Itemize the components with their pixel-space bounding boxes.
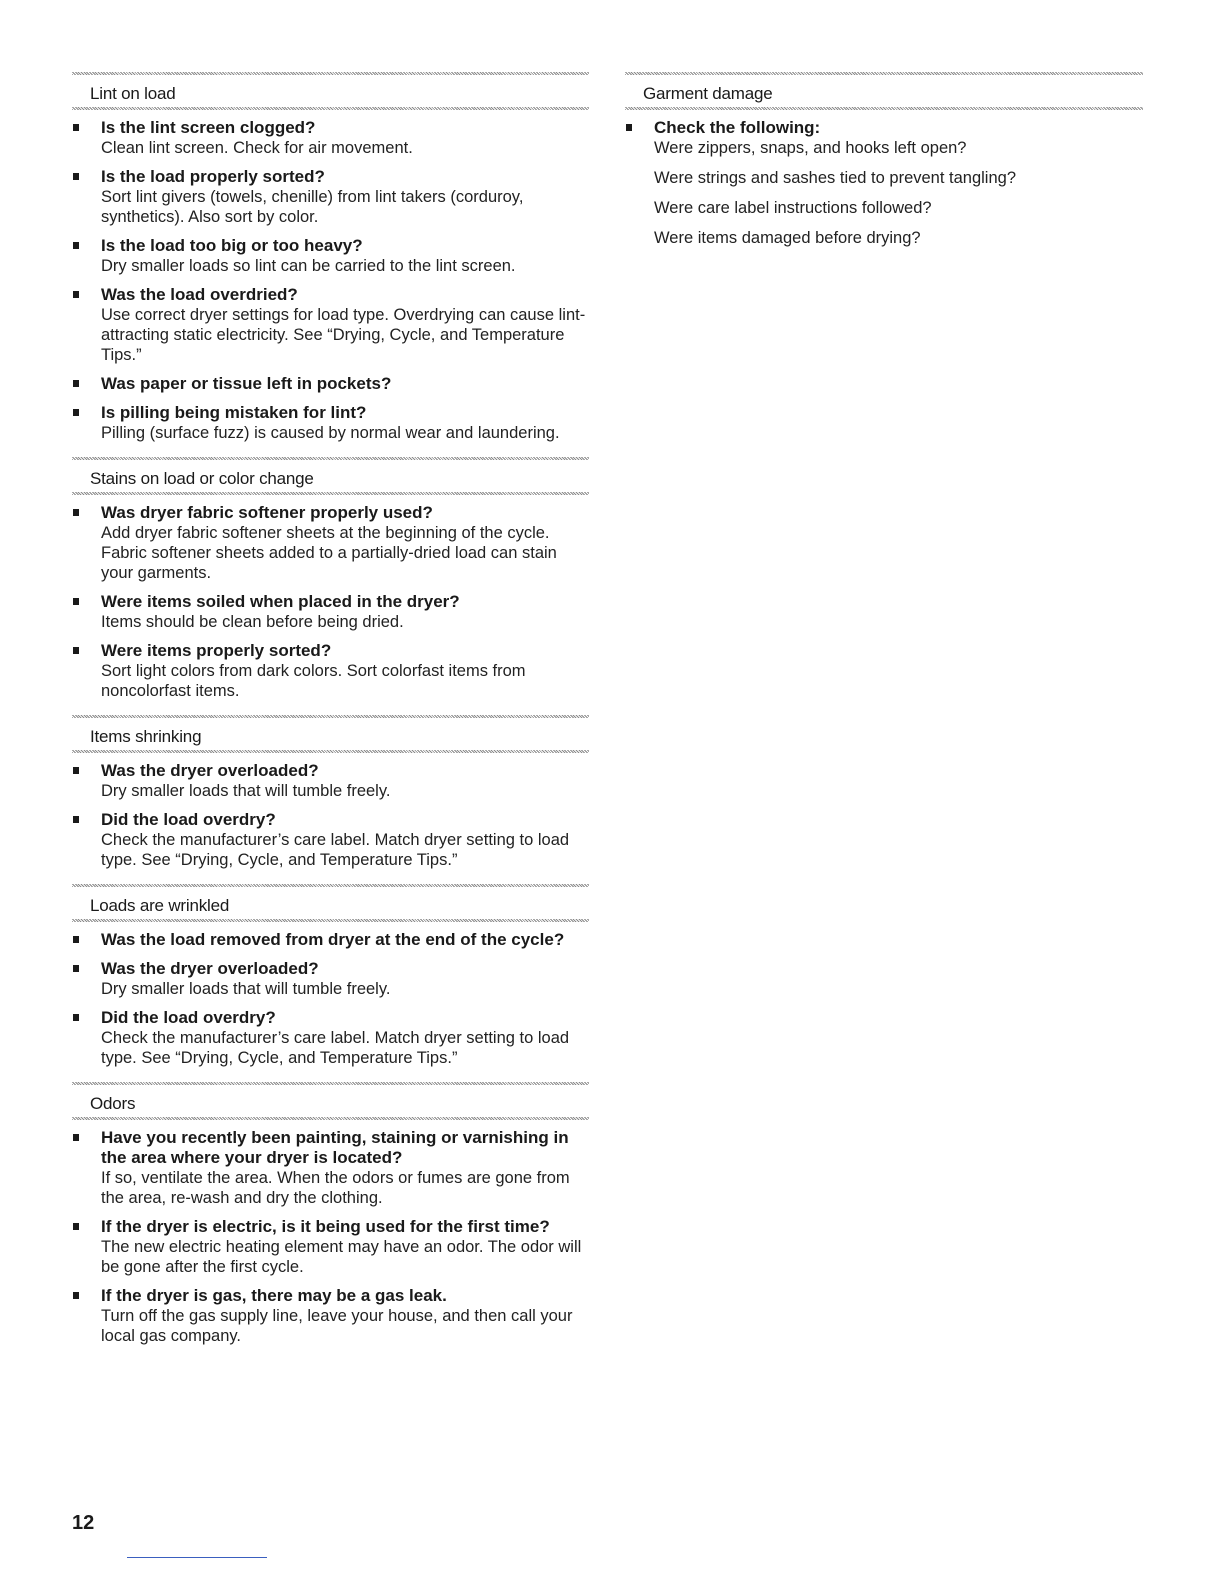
square-bullet-icon bbox=[73, 124, 79, 131]
list-item bbox=[72, 1286, 589, 1346]
section-loads-wrinkled bbox=[72, 884, 589, 1068]
right-column bbox=[625, 72, 1143, 262]
answer-text: If so, ventilate the area. When the odors or fumes are gone from the area, re-wash and dry the clothing. bbox=[101, 1169, 570, 1207]
answer-text: The new electric heating element may have an odor. The odor will be gone after the first cycle. bbox=[101, 1238, 582, 1276]
square-bullet-icon bbox=[73, 647, 79, 654]
page-number: 12 bbox=[72, 1512, 95, 1534]
answer-text: Sort light colors from dark colors. Sort colorfast items from noncolorfast items. bbox=[101, 662, 526, 700]
question-list bbox=[72, 118, 589, 443]
question-text: Did the load overdry? bbox=[101, 810, 276, 829]
answer-text: Check the manufacturer’s care label. Match dryer setting to load type. See “Drying, Cycle, and Temperature Tips.” bbox=[101, 1029, 570, 1067]
square-bullet-icon bbox=[626, 124, 632, 131]
question-text: Was the dryer overloaded? bbox=[101, 761, 319, 780]
answer-text: Check the manufacturer’s care label. Match dryer setting to load type. See “Drying, Cycle, and Temperature Tips.” bbox=[101, 831, 570, 869]
question-text: Is the load properly sorted? bbox=[101, 167, 325, 186]
list-item bbox=[72, 1128, 589, 1208]
section-garment-damage bbox=[625, 72, 1143, 248]
list-item bbox=[72, 236, 589, 276]
list-item bbox=[72, 403, 589, 443]
left-column bbox=[72, 72, 589, 1360]
list-item bbox=[72, 503, 589, 583]
question-text: Is the lint screen clogged? bbox=[101, 118, 316, 137]
square-bullet-icon bbox=[73, 767, 79, 774]
question-list bbox=[625, 118, 1143, 248]
answer-text: Dry smaller loads that will tumble freely. bbox=[101, 980, 391, 998]
square-bullet-icon bbox=[73, 242, 79, 249]
square-bullet-icon bbox=[73, 936, 79, 943]
question-text: Were items soiled when placed in the dryer? bbox=[101, 592, 460, 611]
square-bullet-icon bbox=[73, 1223, 79, 1230]
section-items-shrinking bbox=[72, 715, 589, 870]
question-text: Were items properly sorted? bbox=[101, 641, 332, 660]
list-item bbox=[72, 118, 589, 158]
question-text: Was the dryer overloaded? bbox=[101, 959, 319, 978]
checklist-line: Were care label instructions followed? bbox=[654, 199, 932, 217]
section-heading: Stains on load or color change bbox=[72, 457, 589, 495]
answer-text: Dry smaller loads so lint can be carried to the lint screen. bbox=[101, 257, 516, 275]
answer-text: Sort lint givers (towels, chenille) from lint takers (corduroy, synthetics). Also sort by color. bbox=[101, 188, 524, 226]
section-heading: Lint on load bbox=[72, 72, 589, 110]
answer-text: Turn off the gas supply line, leave your house, and then call your local gas company. bbox=[101, 1307, 573, 1345]
square-bullet-icon bbox=[73, 1014, 79, 1021]
list-item bbox=[72, 374, 589, 394]
question-text: Was the load overdried? bbox=[101, 285, 298, 304]
question-text: Was paper or tissue left in pockets? bbox=[101, 374, 392, 393]
list-item bbox=[72, 1008, 589, 1068]
answer-text: Pilling (surface fuzz) is caused by normal wear and laundering. bbox=[101, 424, 560, 442]
list-item bbox=[72, 930, 589, 950]
section-heading: Items shrinking bbox=[72, 715, 589, 753]
square-bullet-icon bbox=[73, 598, 79, 605]
square-bullet-icon bbox=[73, 291, 79, 298]
question-list bbox=[72, 1128, 589, 1346]
square-bullet-icon bbox=[73, 965, 79, 972]
question-text: If the dryer is electric, is it being used for the first time? bbox=[101, 1217, 550, 1236]
section-heading: Loads are wrinkled bbox=[72, 884, 589, 922]
checklist-line: Were zippers, snaps, and hooks left open? bbox=[654, 139, 967, 157]
square-bullet-icon bbox=[73, 1292, 79, 1299]
list-item bbox=[72, 1217, 589, 1277]
answer-text: Items should be clean before being dried. bbox=[101, 613, 404, 631]
question-text: If the dryer is gas, there may be a gas leak. bbox=[101, 1286, 447, 1305]
question-text: Is pilling being mistaken for lint? bbox=[101, 403, 367, 422]
question-text: Did the load overdry? bbox=[101, 1008, 276, 1027]
checklist-line: Were strings and sashes tied to prevent tangling? bbox=[654, 169, 1016, 187]
section-stains bbox=[72, 457, 589, 701]
answer-text: Clean lint screen. Check for air movement. bbox=[101, 139, 413, 157]
square-bullet-icon bbox=[73, 1134, 79, 1141]
checklist-line: Were items damaged before drying? bbox=[654, 229, 921, 247]
section-lint-on-load bbox=[72, 72, 589, 443]
question-list bbox=[72, 761, 589, 870]
list-item bbox=[72, 285, 589, 365]
square-bullet-icon bbox=[73, 816, 79, 823]
section-heading: Odors bbox=[72, 1082, 589, 1120]
question-list bbox=[72, 503, 589, 701]
section-heading: Garment damage bbox=[625, 72, 1143, 110]
square-bullet-icon bbox=[73, 173, 79, 180]
answer-text: Use correct dryer settings for load type. Overdrying can cause lint-attracting static electricity. See “Drying, Cycle, and Temperature Tips.” bbox=[101, 306, 586, 364]
list-item bbox=[72, 959, 589, 999]
list-item bbox=[72, 167, 589, 227]
footer-rule bbox=[127, 1557, 267, 1558]
question-text: Is the load too big or too heavy? bbox=[101, 236, 363, 255]
question-list bbox=[72, 930, 589, 1068]
list-item bbox=[72, 592, 589, 632]
question-text: Was dryer fabric softener properly used? bbox=[101, 503, 433, 522]
question-text: Have you recently been painting, staining or varnishing in the area where your dryer is located? bbox=[101, 1128, 569, 1167]
question-text: Was the load removed from dryer at the end of the cycle? bbox=[101, 930, 565, 949]
list-item bbox=[625, 118, 1143, 248]
square-bullet-icon bbox=[73, 409, 79, 416]
list-item bbox=[72, 761, 589, 801]
answer-text: Dry smaller loads that will tumble freely. bbox=[101, 782, 391, 800]
section-odors bbox=[72, 1082, 589, 1346]
list-item bbox=[72, 810, 589, 870]
question-text: Check the following: bbox=[654, 118, 821, 137]
answer-text: Add dryer fabric softener sheets at the beginning of the cycle. Fabric softener sheets added to a partially-dried load can stain your garments. bbox=[101, 524, 557, 582]
square-bullet-icon bbox=[73, 380, 79, 387]
list-item bbox=[72, 641, 589, 701]
square-bullet-icon bbox=[73, 509, 79, 516]
